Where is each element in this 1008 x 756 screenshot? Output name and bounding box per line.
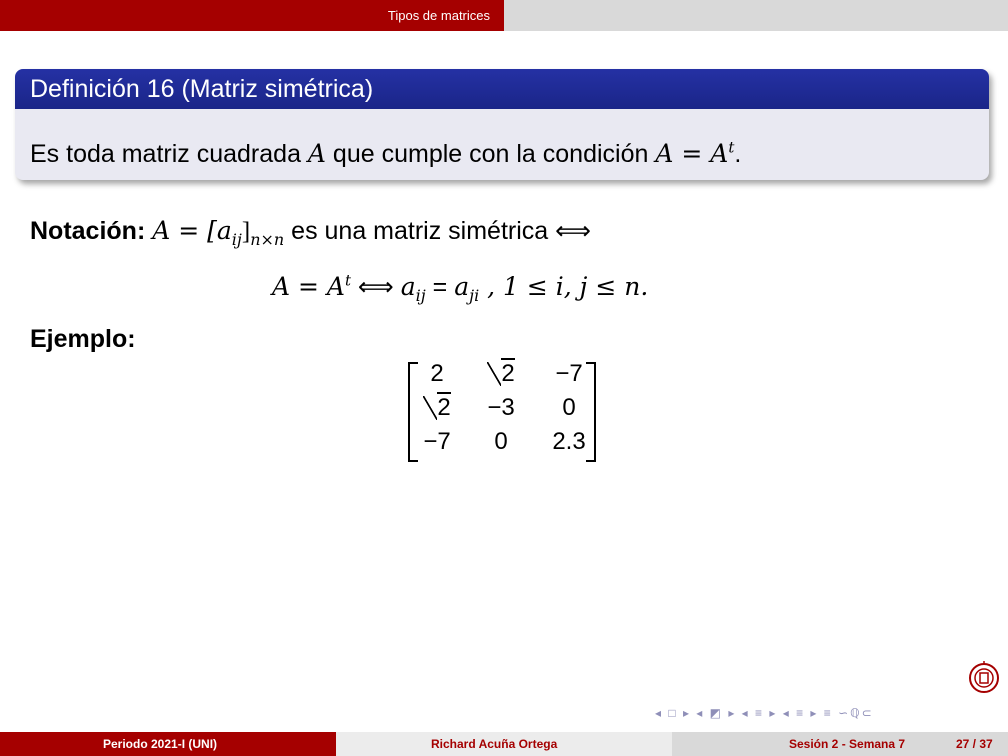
eq-a2-sub: ji [469,286,480,305]
definition-var: A [307,139,326,168]
definition-text-1: Es toda matriz cuadrada [30,140,308,168]
beamer-navigation-symbols[interactable]: ◂ □ ▸ ◂ ◩ ▸ ◂ ≡ ▸ ◂ ≡ ▸ ≡ ∽ℚ⊂ [655,706,874,720]
eq-lhs-sup: t [344,271,351,290]
eq-condition: , 1 ≤ i, j ≤ n. [479,272,649,301]
definition-text-2: que cumple con la condición [325,140,656,168]
matrix-cell-2-3: 0 [562,394,576,421]
footer-center [336,732,672,756]
notation-sub-nxn: n×n [250,230,285,249]
example-matrix [405,358,599,462]
footer-author: Richard Acuña Ortega [431,737,558,751]
eq-lhs: A = A [272,272,345,301]
symmetry-equation [272,271,649,305]
footer-session: Sesión 2 - Semana 7 [789,737,906,751]
university-seal-logo [968,660,1000,696]
definition-title: Definición 16 (Matriz simétrica) [15,69,989,109]
notation-sub-ij: ij [231,230,242,249]
definition-block [15,69,989,180]
eq-a1: a [400,272,416,301]
definition-superscript: t [728,138,735,157]
footer-period: Periodo 2021-I (UNI) [103,737,218,751]
footer-left [0,732,336,756]
matrix-cell-1-2: 2 [471,360,531,388]
matrix-cell-3-1: −7 [423,428,451,455]
matrix-cell-2-1: 2 [407,394,467,422]
definition-period: . [734,140,742,168]
definition-equation: A = A [655,139,729,168]
notation-bracket: ] [241,218,251,245]
matrix-cell-3-2: 0 [494,428,508,455]
notation-expr-a: A = [a [152,216,232,245]
footer-page-number: 27 / 37 [956,737,993,751]
definition-body [15,109,989,169]
matrix-cell-2-2: −3 [487,394,515,421]
notation-line [30,216,591,249]
footer-right [672,732,1008,756]
eq-a2: a [454,272,470,301]
example-label: Ejemplo: [30,325,136,353]
footer-bar [0,732,1008,756]
top-navigation-bar [0,0,1008,31]
section-title: Tipos de matrices [387,8,490,23]
notation-label: Notación: [30,217,146,245]
matrix-cell-3-3: 2.3 [552,428,586,455]
matrix-cell-1-1: 2 [430,360,444,387]
eq-equals: = [425,273,455,301]
matrix-cell-1-3: −7 [555,360,583,387]
notation-text: es una matriz simétrica ⟺ [284,217,591,245]
section-tab[interactable] [0,0,504,31]
eq-iff: ⟺ [350,273,401,301]
eq-a1-sub: ij [415,286,426,305]
